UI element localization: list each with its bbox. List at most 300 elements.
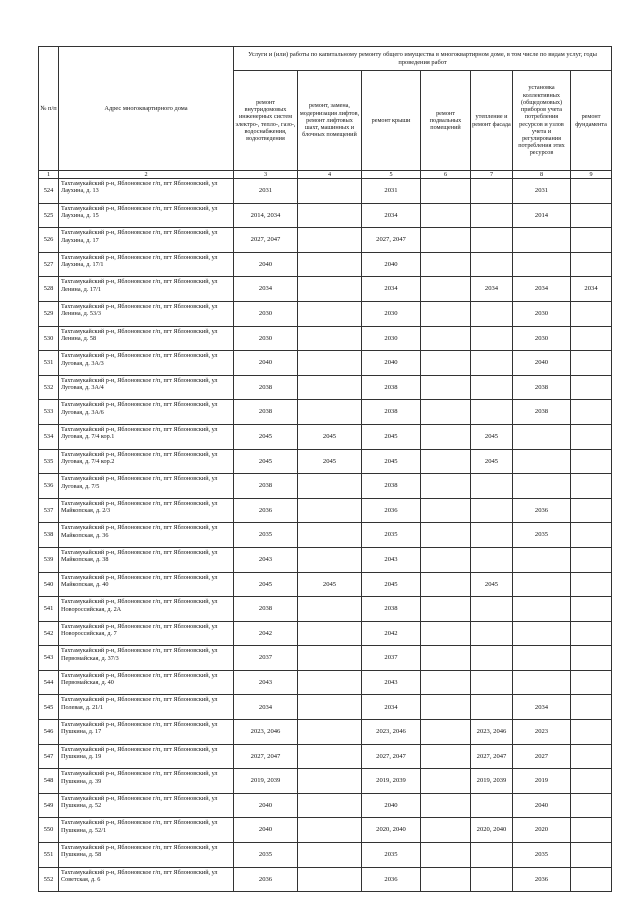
cell-meters [513, 572, 571, 597]
cell-meters: 2027 [513, 744, 571, 769]
table-row [39, 203, 612, 228]
row-address: Тахтамукайский р-н, Яблоновское г/п, пгт Яблоновский, ул Ленина, д. 58 [59, 326, 234, 351]
cell-basement [421, 720, 471, 745]
cell-basement [421, 621, 471, 646]
cell-engineering: 2030 [234, 301, 298, 326]
column-number: 2 [59, 171, 234, 179]
table-row [39, 523, 612, 548]
cell-facade [471, 621, 513, 646]
cell-facade: 2019, 2039 [471, 769, 513, 794]
cell-roof: 2040 [362, 793, 421, 818]
row-address: Тахтамукайский р-н, Яблоновское г/п, пгт Яблоновский, ул Майкопская, д. 2/3 [59, 498, 234, 523]
cell-foundation [571, 449, 612, 474]
header-col-basement: ремонт подвальных помещений [421, 71, 471, 171]
cell-meters: 2038 [513, 375, 571, 400]
cell-basement [421, 695, 471, 720]
cell-foundation [571, 843, 612, 868]
column-number: 7 [471, 171, 513, 179]
cell-roof: 2030 [362, 301, 421, 326]
cell-engineering: 2042 [234, 621, 298, 646]
cell-facade: 2020, 2040 [471, 818, 513, 843]
cell-facade [471, 228, 513, 253]
row-address: Тахтамукайский р-н, Яблоновское г/п, пгт Яблоновский, ул Пушкина, д. 17 [59, 720, 234, 745]
cell-engineering: 2038 [234, 400, 298, 425]
row-number: 539 [39, 547, 59, 572]
column-number: 3 [234, 171, 298, 179]
cell-engineering: 2019, 2039 [234, 769, 298, 794]
cell-roof: 2019, 2039 [362, 769, 421, 794]
table-row [39, 597, 612, 622]
row-number: 542 [39, 621, 59, 646]
row-number: 524 [39, 179, 59, 204]
row-number: 527 [39, 252, 59, 277]
cell-meters [513, 621, 571, 646]
cell-facade [471, 179, 513, 204]
cell-meters [513, 449, 571, 474]
cell-roof: 2023, 2046 [362, 720, 421, 745]
cell-facade [471, 646, 513, 671]
cell-roof: 2043 [362, 670, 421, 695]
row-number: 526 [39, 228, 59, 253]
cell-facade: 2034 [471, 277, 513, 302]
cell-roof: 2030 [362, 326, 421, 351]
table-row [39, 179, 612, 204]
row-number: 530 [39, 326, 59, 351]
row-address: Тахтамукайский р-н, Яблоновское г/п, пгт Яблоновский, ул Первомайская, д. 37/3 [59, 646, 234, 671]
table-row [39, 400, 612, 425]
table-row [39, 793, 612, 818]
column-number: 6 [421, 171, 471, 179]
cell-meters: 2035 [513, 843, 571, 868]
table-row [39, 670, 612, 695]
cell-roof: 2038 [362, 375, 421, 400]
cell-facade [471, 670, 513, 695]
cell-basement [421, 670, 471, 695]
cell-basement [421, 203, 471, 228]
cell-roof: 2045 [362, 449, 421, 474]
cell-basement [421, 179, 471, 204]
cell-facade [471, 203, 513, 228]
cell-basement [421, 326, 471, 351]
cell-meters: 2035 [513, 523, 571, 548]
cell-facade [471, 843, 513, 868]
row-address: Тахтамукайский р-н, Яблоновское г/п, пгт Яблоновский, ул Луговая, д. 3А/4 [59, 375, 234, 400]
cell-meters: 2034 [513, 695, 571, 720]
cell-engineering: 2038 [234, 375, 298, 400]
cell-roof: 2042 [362, 621, 421, 646]
cell-elevators: 2045 [298, 424, 362, 449]
header-col-meters: установка коллективных (общедомовых) приборов учета потребления ресурсов и узлов учета и регулирования потребления этих ресурсов [513, 71, 571, 171]
cell-engineering: 2043 [234, 547, 298, 572]
cell-foundation [571, 769, 612, 794]
cell-basement [421, 228, 471, 253]
cell-elevators [298, 523, 362, 548]
row-address: Тахтамукайский р-н, Яблоновское г/п, пгт Яблоновский, ул Ленина, д. 53/3 [59, 301, 234, 326]
cell-meters: 2040 [513, 351, 571, 376]
cell-facade [471, 547, 513, 572]
cell-elevators [298, 400, 362, 425]
row-address: Тахтамукайский р-н, Яблоновское г/п, пгт Яблоновский, ул Майкопская, д. 40 [59, 572, 234, 597]
table-row [39, 720, 612, 745]
cell-elevators [298, 695, 362, 720]
table-row [39, 326, 612, 351]
cell-meters [513, 424, 571, 449]
row-address: Тахтамукайский р-н, Яблоновское г/п, пгт Яблоновский, ул Лаухина, д. 17/1 [59, 252, 234, 277]
cell-roof: 2035 [362, 843, 421, 868]
cell-elevators [298, 252, 362, 277]
cell-elevators [298, 277, 362, 302]
header-col-engineering: ремонт внутридомовых инженерных систем электро-, тепло-, газо-, водоснабжения, водоотведения [234, 71, 298, 171]
cell-basement [421, 818, 471, 843]
table-row [39, 375, 612, 400]
cell-engineering: 2040 [234, 818, 298, 843]
cell-basement [421, 375, 471, 400]
table-row [39, 695, 612, 720]
cell-meters: 2030 [513, 301, 571, 326]
cell-facade [471, 523, 513, 548]
header-col-elevators: ремонт, замена, модернизация лифтов, ремонт лифтовых шахт, машинных и блочных помещений [298, 71, 362, 171]
cell-engineering: 2034 [234, 277, 298, 302]
row-address: Тахтамукайский р-н, Яблоновское г/п, пгт Яблоновский, ул Первомайская, д. 40 [59, 670, 234, 695]
row-number: 544 [39, 670, 59, 695]
cell-facade [471, 301, 513, 326]
row-address: Тахтамукайский р-н, Яблоновское г/п, пгт Яблоновский, ул Луговая, д. 7/5 [59, 474, 234, 499]
cell-engineering: 2045 [234, 424, 298, 449]
cell-engineering: 2035 [234, 843, 298, 868]
table-row [39, 301, 612, 326]
cell-engineering: 2038 [234, 474, 298, 499]
cell-roof: 2035 [362, 523, 421, 548]
repair-schedule-table [38, 46, 612, 892]
cell-elevators [298, 744, 362, 769]
row-number: 547 [39, 744, 59, 769]
cell-engineering: 2030 [234, 326, 298, 351]
cell-elevators [298, 867, 362, 892]
cell-basement [421, 277, 471, 302]
cell-roof: 2038 [362, 597, 421, 622]
row-number: 538 [39, 523, 59, 548]
header-address: Адрес многоквартирного дома [59, 47, 234, 171]
cell-roof: 2034 [362, 203, 421, 228]
cell-engineering: 2040 [234, 252, 298, 277]
cell-meters [513, 597, 571, 622]
cell-roof: 2020, 2040 [362, 818, 421, 843]
table-row [39, 498, 612, 523]
cell-facade [471, 326, 513, 351]
row-address: Тахтамукайский р-н, Яблоновское г/п, пгт Яблоновский, ул Ленина, д. 17/1 [59, 277, 234, 302]
cell-basement [421, 867, 471, 892]
cell-roof: 2038 [362, 400, 421, 425]
row-address: Тахтамукайский р-н, Яблоновское г/п, пгт Яблоновский, ул Новороссийская, д. 2А [59, 597, 234, 622]
row-number: 541 [39, 597, 59, 622]
column-number: 9 [571, 171, 612, 179]
row-number: 551 [39, 843, 59, 868]
cell-facade [471, 252, 513, 277]
cell-basement [421, 547, 471, 572]
row-address: Тахтамукайский р-н, Яблоновское г/п, пгт Яблоновский, ул Пушкина, д. 39 [59, 769, 234, 794]
cell-elevators [298, 646, 362, 671]
cell-facade [471, 498, 513, 523]
row-number: 531 [39, 351, 59, 376]
cell-meters: 2038 [513, 400, 571, 425]
cell-elevators: 2045 [298, 572, 362, 597]
row-number: 548 [39, 769, 59, 794]
cell-foundation [571, 351, 612, 376]
table-row [39, 769, 612, 794]
cell-foundation [571, 326, 612, 351]
table-row [39, 744, 612, 769]
cell-basement [421, 252, 471, 277]
table-row [39, 252, 612, 277]
row-number: 532 [39, 375, 59, 400]
table-row [39, 228, 612, 253]
cell-facade [471, 867, 513, 892]
cell-elevators [298, 474, 362, 499]
cell-foundation [571, 597, 612, 622]
cell-meters [513, 474, 571, 499]
cell-basement [421, 646, 471, 671]
row-number: 552 [39, 867, 59, 892]
cell-facade [471, 474, 513, 499]
cell-foundation [571, 179, 612, 204]
cell-meters [513, 670, 571, 695]
cell-elevators [298, 498, 362, 523]
cell-foundation [571, 720, 612, 745]
cell-foundation [571, 621, 612, 646]
header-works-group: Услуги и (или) работы по капитальному ремонту общего имущества в многоквартирном доме, в том числе по видам услуг, годы проведения работ [234, 47, 612, 71]
cell-elevators [298, 375, 362, 400]
column-number: 8 [513, 171, 571, 179]
cell-roof: 2037 [362, 646, 421, 671]
table-row [39, 351, 612, 376]
row-number: 549 [39, 793, 59, 818]
cell-engineering: 2035 [234, 523, 298, 548]
cell-basement [421, 572, 471, 597]
cell-engineering: 2045 [234, 449, 298, 474]
cell-foundation [571, 695, 612, 720]
cell-basement [421, 843, 471, 868]
cell-engineering: 2034 [234, 695, 298, 720]
row-number: 540 [39, 572, 59, 597]
table-row [39, 277, 612, 302]
table-row [39, 843, 612, 868]
row-number: 550 [39, 818, 59, 843]
cell-facade: 2045 [471, 424, 513, 449]
cell-meters: 2036 [513, 867, 571, 892]
table-row [39, 474, 612, 499]
cell-foundation [571, 252, 612, 277]
cell-basement [421, 744, 471, 769]
cell-facade [471, 400, 513, 425]
cell-elevators [298, 351, 362, 376]
row-address: Тахтамукайский р-н, Яблоновское г/п, пгт Яблоновский, ул Пушкина, д. 52/1 [59, 818, 234, 843]
cell-meters: 2031 [513, 179, 571, 204]
cell-engineering: 2014, 2034 [234, 203, 298, 228]
header-col-roof: ремонт крыши [362, 71, 421, 171]
cell-elevators [298, 793, 362, 818]
row-address: Тахтамукайский р-н, Яблоновское г/п, пгт Яблоновский, ул Майкопская, д. 36 [59, 523, 234, 548]
cell-engineering: 2036 [234, 867, 298, 892]
cell-elevators [298, 228, 362, 253]
cell-elevators [298, 670, 362, 695]
cell-foundation: 2034 [571, 277, 612, 302]
row-address: Тахтамукайский р-н, Яблоновское г/п, пгт Яблоновский, ул Пушкина, д. 19 [59, 744, 234, 769]
cell-basement [421, 769, 471, 794]
cell-meters: 2034 [513, 277, 571, 302]
cell-elevators [298, 720, 362, 745]
cell-engineering: 2027, 2047 [234, 744, 298, 769]
row-address: Тахтамукайский р-н, Яблоновское г/п, пгт Яблоновский, ул Лаухина, д. 17 [59, 228, 234, 253]
cell-meters [513, 547, 571, 572]
table-row [39, 424, 612, 449]
cell-roof: 2045 [362, 424, 421, 449]
table-row [39, 449, 612, 474]
row-address: Тахтамукайский р-н, Яблоновское г/п, пгт Яблоновский, ул Лаухина, д. 15 [59, 203, 234, 228]
cell-meters [513, 252, 571, 277]
cell-roof: 2036 [362, 867, 421, 892]
cell-roof: 2027, 2047 [362, 744, 421, 769]
cell-foundation [571, 498, 612, 523]
row-address: Тахтамукайский р-н, Яблоновское г/п, пгт Яблоновский, ул Лаухина, д. 13 [59, 179, 234, 204]
row-number: 537 [39, 498, 59, 523]
cell-elevators [298, 326, 362, 351]
cell-meters [513, 646, 571, 671]
row-address: Тахтамукайский р-н, Яблоновское г/п, пгт Яблоновский, ул Луговая, д. 7/4 кор.1 [59, 424, 234, 449]
cell-basement [421, 351, 471, 376]
column-number-row [39, 171, 612, 179]
cell-facade: 2027, 2047 [471, 744, 513, 769]
table-row [39, 547, 612, 572]
cell-elevators [298, 203, 362, 228]
cell-meters: 2040 [513, 793, 571, 818]
document-page [38, 46, 611, 892]
cell-meters: 2020 [513, 818, 571, 843]
cell-basement [421, 449, 471, 474]
cell-foundation [571, 474, 612, 499]
cell-engineering: 2023, 2046 [234, 720, 298, 745]
cell-elevators [298, 179, 362, 204]
table-row [39, 646, 612, 671]
cell-basement [421, 498, 471, 523]
table-row [39, 621, 612, 646]
table-row [39, 572, 612, 597]
cell-facade [471, 375, 513, 400]
cell-foundation [571, 793, 612, 818]
cell-meters: 2019 [513, 769, 571, 794]
cell-elevators [298, 301, 362, 326]
cell-facade [471, 597, 513, 622]
cell-facade: 2023, 2046 [471, 720, 513, 745]
cell-foundation [571, 424, 612, 449]
row-address: Тахтамукайский р-н, Яблоновское г/п, пгт Яблоновский, ул Луговая, д. 3А/3 [59, 351, 234, 376]
header-col-facade: утепление и ремонт фасада [471, 71, 513, 171]
row-address: Тахтамукайский р-н, Яблоновское г/п, пгт Яблоновский, ул Майкопская, д. 38 [59, 547, 234, 572]
row-address: Тахтамукайский р-н, Яблоновское г/п, пгт Яблоновский, ул Полевая, д. 21/1 [59, 695, 234, 720]
cell-engineering: 2043 [234, 670, 298, 695]
row-number: 529 [39, 301, 59, 326]
row-address: Тахтамукайский р-н, Яблоновское г/п, пгт Яблоновский, ул Пушкина, д. 52 [59, 793, 234, 818]
cell-facade: 2045 [471, 572, 513, 597]
cell-engineering: 2040 [234, 793, 298, 818]
cell-roof: 2045 [362, 572, 421, 597]
cell-elevators [298, 547, 362, 572]
header-number: № п/п [39, 47, 59, 171]
cell-basement [421, 597, 471, 622]
row-address: Тахтамукайский р-н, Яблоновское г/п, пгт Яблоновский, ул Новороссийская, д. 7 [59, 621, 234, 646]
row-address: Тахтамукайский р-н, Яблоновское г/п, пгт Яблоновский, ул Пушкина, д. 58 [59, 843, 234, 868]
cell-engineering: 2040 [234, 351, 298, 376]
cell-engineering: 2036 [234, 498, 298, 523]
cell-roof: 2034 [362, 277, 421, 302]
row-number: 534 [39, 424, 59, 449]
cell-roof: 2043 [362, 547, 421, 572]
cell-basement [421, 400, 471, 425]
row-number: 525 [39, 203, 59, 228]
row-number: 533 [39, 400, 59, 425]
cell-foundation [571, 547, 612, 572]
row-address: Тахтамукайский р-н, Яблоновское г/п, пгт Яблоновский, ул Луговая, д. 3А/6 [59, 400, 234, 425]
row-number: 535 [39, 449, 59, 474]
cell-engineering: 2027, 2047 [234, 228, 298, 253]
table-row [39, 818, 612, 843]
row-number: 528 [39, 277, 59, 302]
cell-meters [513, 228, 571, 253]
cell-basement [421, 793, 471, 818]
row-number: 536 [39, 474, 59, 499]
cell-facade [471, 793, 513, 818]
cell-meters: 2014 [513, 203, 571, 228]
row-number: 545 [39, 695, 59, 720]
cell-roof: 2036 [362, 498, 421, 523]
cell-foundation [571, 818, 612, 843]
cell-foundation [571, 203, 612, 228]
cell-roof: 2040 [362, 252, 421, 277]
column-number: 5 [362, 171, 421, 179]
cell-foundation [571, 375, 612, 400]
cell-facade: 2045 [471, 449, 513, 474]
cell-foundation [571, 572, 612, 597]
header-col-foundation: ремонт фундамента [571, 71, 612, 171]
cell-foundation [571, 523, 612, 548]
cell-engineering: 2045 [234, 572, 298, 597]
column-number: 4 [298, 171, 362, 179]
cell-engineering: 2038 [234, 597, 298, 622]
cell-foundation [571, 646, 612, 671]
table-row [39, 867, 612, 892]
cell-roof: 2031 [362, 179, 421, 204]
cell-foundation [571, 744, 612, 769]
cell-elevators [298, 621, 362, 646]
cell-foundation [571, 670, 612, 695]
row-address: Тахтамукайский р-н, Яблоновское г/п, пгт Яблоновский, ул Луговая, д. 7/4 кор.2 [59, 449, 234, 474]
cell-engineering: 2031 [234, 179, 298, 204]
cell-meters: 2036 [513, 498, 571, 523]
cell-foundation [571, 301, 612, 326]
cell-meters: 2023 [513, 720, 571, 745]
row-number: 543 [39, 646, 59, 671]
cell-roof: 2034 [362, 695, 421, 720]
cell-facade [471, 351, 513, 376]
table-body [39, 179, 612, 892]
cell-elevators [298, 769, 362, 794]
cell-basement [421, 424, 471, 449]
cell-roof: 2027, 2047 [362, 228, 421, 253]
cell-basement [421, 523, 471, 548]
cell-roof: 2040 [362, 351, 421, 376]
cell-elevators [298, 597, 362, 622]
cell-basement [421, 301, 471, 326]
cell-foundation [571, 228, 612, 253]
